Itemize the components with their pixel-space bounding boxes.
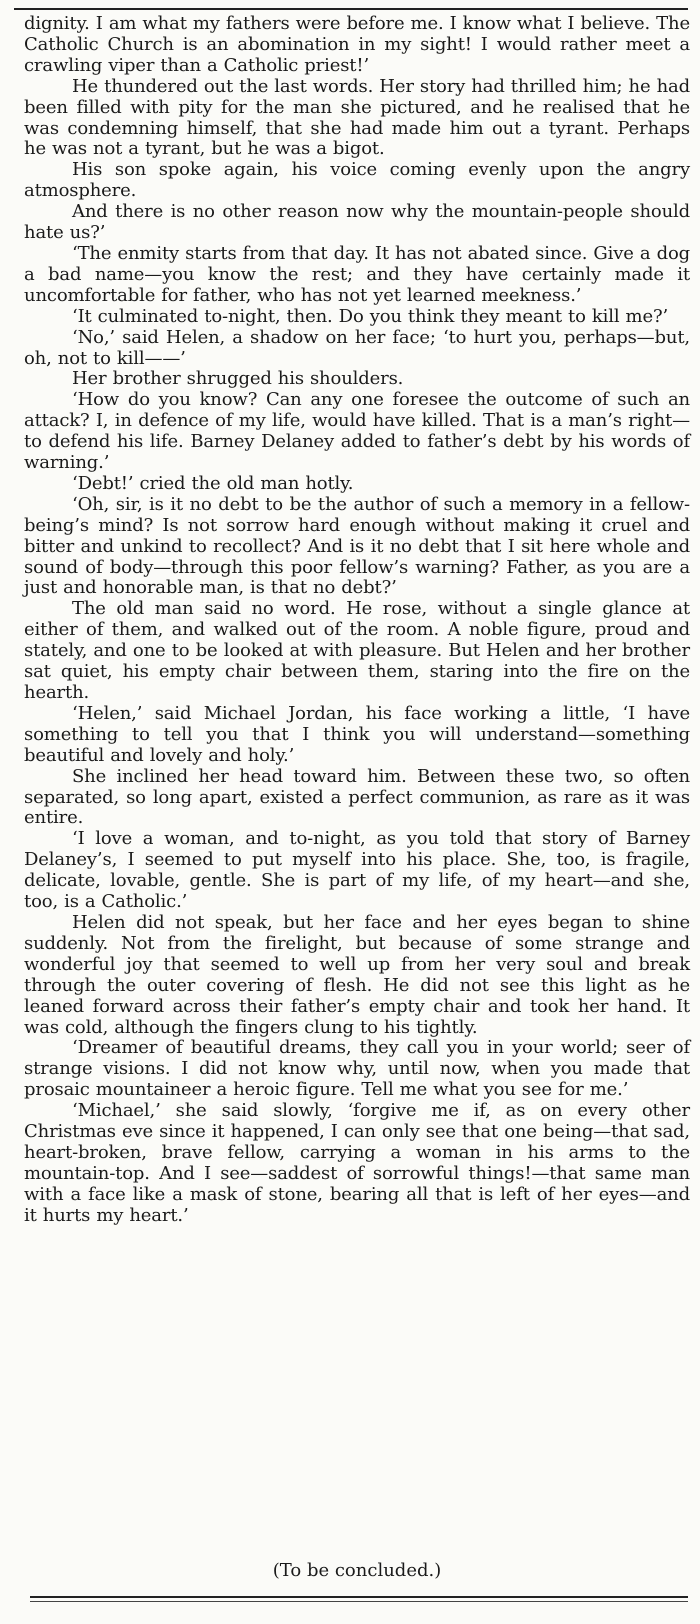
- paragraph: ‘The enmity starts from that day. It has not abated since. Give a dog a bad name—you know the rest; and they have certainly made it uncomfortable for father, who has not yet learned meekness.’: [24, 242, 690, 306]
- paragraph: His son spoke again, his voice coming evenly upon the angry atmosphere.: [24, 159, 690, 202]
- paragraph: dignity. I am what my fathers were before me. I know what I believe. The Catholic Church is an abomination in my sight! I would rather meet a crawling viper than a Catholic priest!’: [24, 13, 690, 76]
- paragraph: Her brother shrugged his shoulders.: [72, 368, 404, 390]
- paragraph: ‘How do you know? Can any one foresee the outcome of such an attack? I, in defence of my life, would have killed. That is a man’s right—to defend his life. Barney Delaney added to father’s debt by his words of warning.’: [24, 389, 690, 474]
- paragraph: ‘Oh, sir, is it no debt to be the author of such a memory in a fellow-being’s mind? Is not sorrow hard enough without making it cruel and bitter and unkind to recollect? And is it no debt that I sit here whole and sound of body—through this poor fellow’s warning? Father, as you are a just and honorable man, is that no debt?’: [24, 493, 690, 599]
- paragraph: ‘It culminated to-night, then. Do you think they meant to kill me?’: [72, 305, 669, 327]
- paragraph: She inclined her head toward him. Between these two, so often separated, so long apart, existed a perfect communion, as rare as it was entire.: [24, 765, 690, 829]
- paragraph: ‘Helen,’ said Michael Jordan, his face working a little, ‘I have something to tell you that I think you will understand—something beautiful and lovely and holy.’: [24, 702, 690, 766]
- paragraph: ‘Dreamer of beautiful dreams, they call you in your world; seer of strange visions. I did not know why, until now, when you made that prosaic mountaineer a heroic figure. Tell me what you see for me.’: [24, 1037, 690, 1101]
- bottom-rule: [30, 1596, 688, 1598]
- paragraph: ‘Debt!’ cried the old man hotly.: [72, 472, 354, 494]
- paragraph: And there is no other reason now why the mountain-people should hate us?’: [24, 201, 690, 244]
- bottom-rule-thin: [30, 1601, 688, 1602]
- paragraph: ‘Michael,’ she said slowly, ‘forgive me if, as on every other Christmas eve since it happened, I can only see that one being—that sad, heart-broken, brave fellow, carrying a woman in his arms to the mountain-top. And I see—saddest of sorrowful things!—that same man with a face like a mask of stone, bearing all that is left of her eyes—and it hurts my heart.’: [24, 1100, 690, 1226]
- top-rule: [14, 8, 688, 10]
- paragraph: He thundered out the last words. Her story had thrilled him; he had been filled with pity for the man she pictured, and he realised that he was condemning himself, that she had made him out a tyrant. Perhaps he was not a tyrant, but he was a bigot.: [24, 75, 690, 160]
- paragraph: ‘I love a woman, and to-night, as you told that story of Barney Delaney’s, I seemed to put myself into his place. She, too, is fragile, delicate, lovable, gentle. She is part of my life, of my heart—and she, too, is a Catholic.’: [24, 828, 690, 913]
- paragraph: The old man said no word. He rose, without a single glance at either of them, and walked out of the room. A noble figure, proud and stately, and one to be looked at with pleasure. But Helen and her brother sat quiet, his empty chair between them, staring into the fire on the hearth.: [24, 598, 690, 703]
- paragraph: ‘No,’ said Helen, a shadow on her face; ‘to hurt you, perhaps—but, oh, not to kill——’: [24, 326, 690, 369]
- to-be-concluded-note: (To be concluded.): [272, 1560, 442, 1581]
- article-column: [24, 14, 690, 1227]
- paragraph: Helen did not speak, but her face and her eyes began to shine suddenly. Not from the firelight, but because of some strange and wonderful joy that seemed to well up from her very soul and break through the outer covering of flesh. He did not see this light as he leaned forward across their father’s empty chair and took her hand. It was cold, although the fingers clung to his tightly.: [24, 911, 690, 1038]
